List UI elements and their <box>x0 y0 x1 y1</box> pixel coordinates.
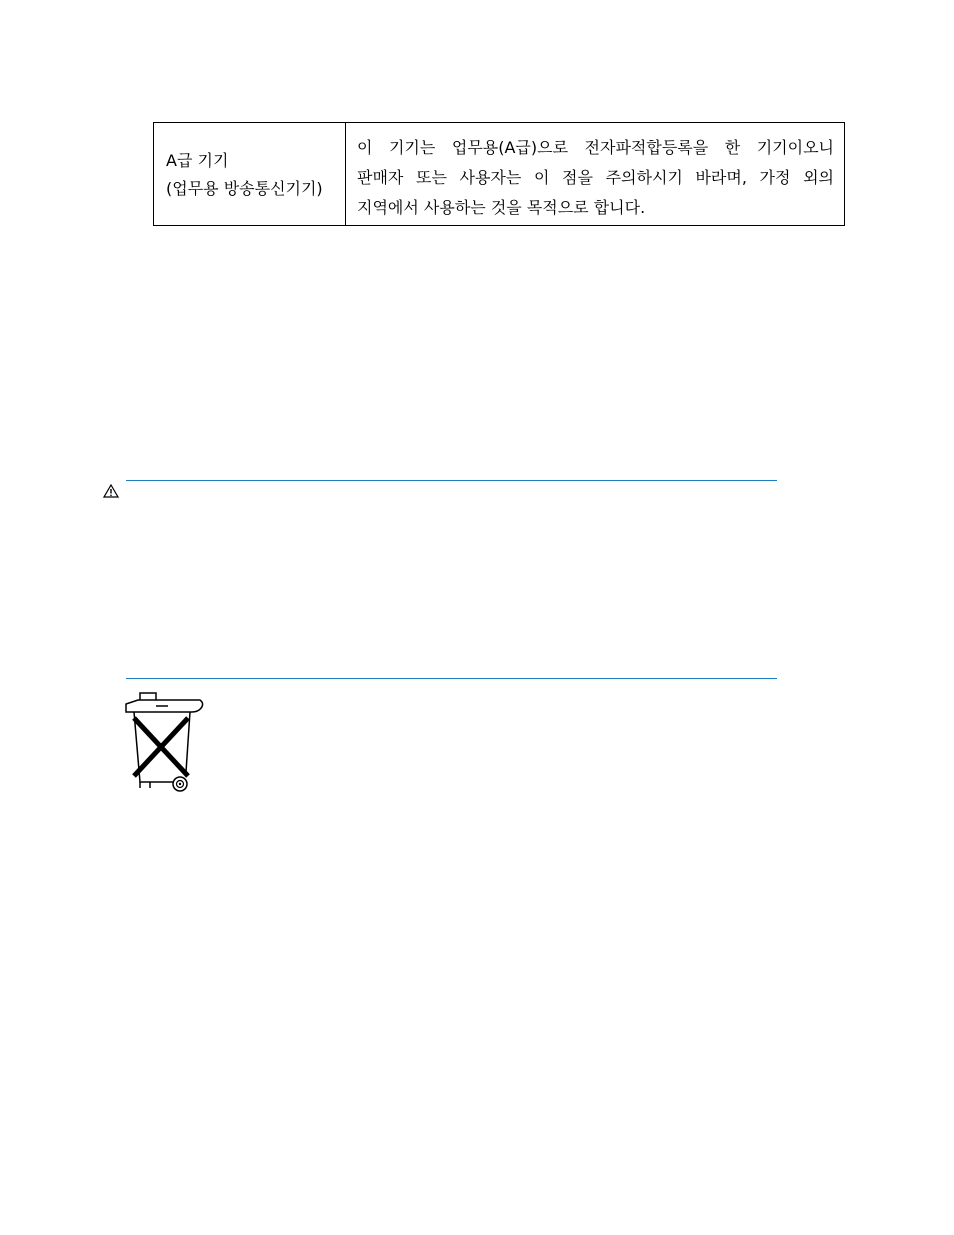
equipment-class-sublabel: (업무용 방송통신기기) <box>166 179 323 198</box>
warning-triangle-icon <box>103 484 119 498</box>
statement-line: 이 기기는 업무용(A급)으로 전자파적합등록을 한 기기이오니 <box>357 138 834 157</box>
equipment-statement-cell <box>346 123 844 225</box>
equipment-class-cell <box>154 123 346 225</box>
crossed-out-wheelie-bin-icon <box>122 690 206 794</box>
statement-line: 판매자 또는 사용자는 이 점을 주의하시기 바라며, 가정 외의 <box>357 168 834 187</box>
warning-bottom-rule <box>126 678 777 679</box>
korea-emc-notice-table <box>153 122 845 226</box>
equipment-class-label: A급 기기 <box>166 151 229 170</box>
statement-line: 지역에서 사용하는 것을 목적으로 합니다. <box>357 198 646 217</box>
warning-top-rule <box>126 480 777 481</box>
